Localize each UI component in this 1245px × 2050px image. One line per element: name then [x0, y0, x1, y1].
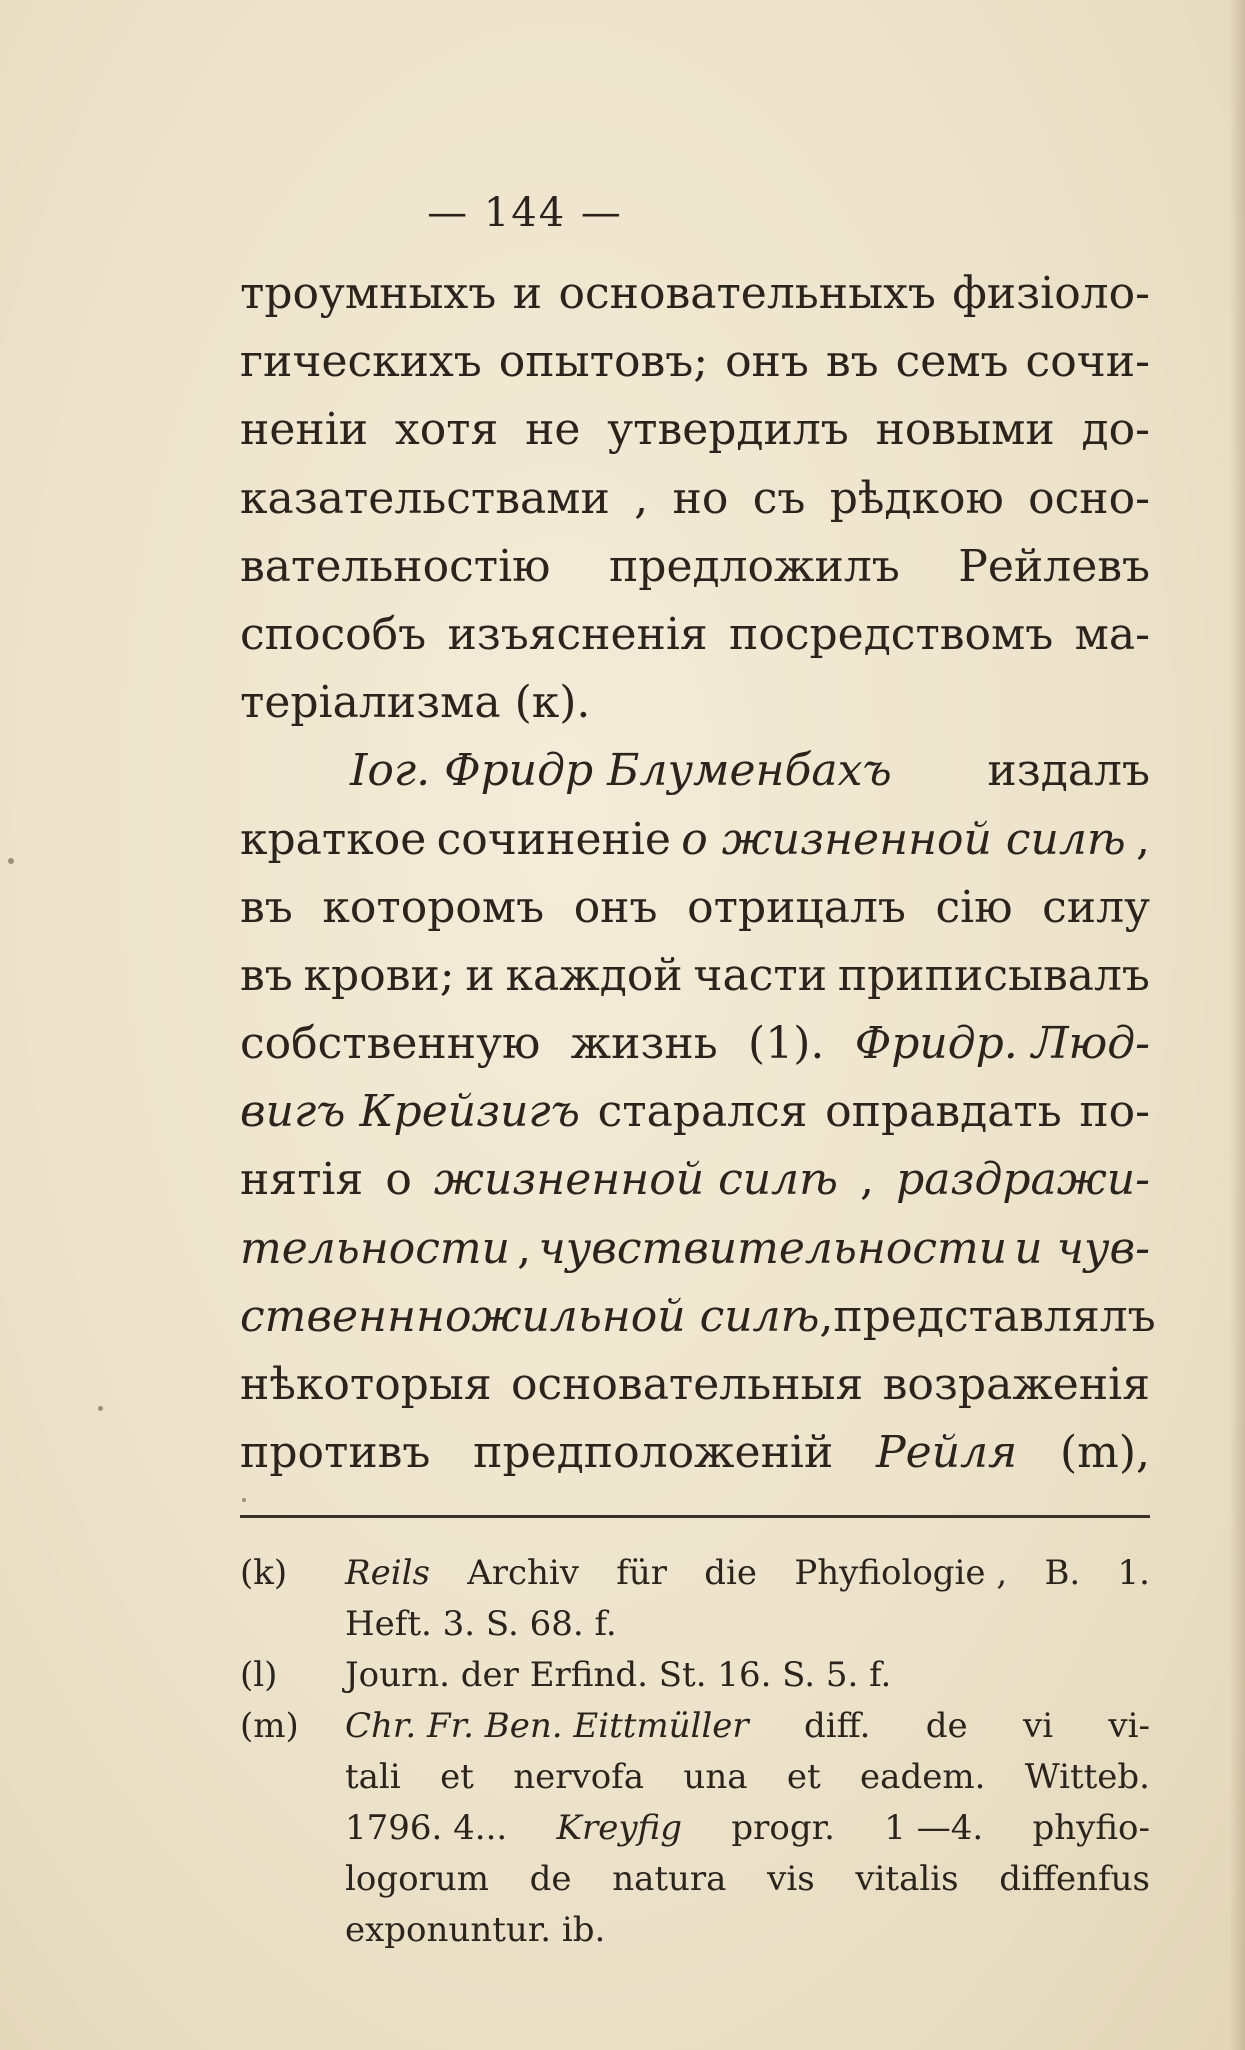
word: ма-	[1074, 608, 1150, 660]
term-italic: и чув-	[1014, 1222, 1150, 1274]
word: рѣдкою	[829, 472, 1004, 524]
term-italic: чувствительности	[538, 1222, 1008, 1274]
word: B.	[1044, 1553, 1081, 1593]
word: семъ	[895, 336, 1009, 388]
footnote-body	[345, 1701, 1150, 1956]
text-line	[240, 260, 1150, 328]
word: представлялъ	[833, 1290, 1156, 1342]
ink-speck	[242, 1498, 246, 1502]
word: ,	[859, 1154, 874, 1206]
word: сію	[935, 881, 1013, 933]
word: natura	[612, 1859, 727, 1899]
text-line	[240, 1351, 1150, 1419]
word: et	[440, 1757, 474, 1797]
text-line	[240, 1010, 1150, 1078]
word: которомъ	[322, 881, 545, 933]
word: новыми	[875, 404, 1055, 456]
footnote-ref: (m),	[1059, 1427, 1150, 1479]
word: онъ	[573, 881, 658, 933]
footnote-body	[345, 1548, 1150, 1650]
citation: Journ. der Erfind. St. 16. S. 5. f.	[345, 1655, 892, 1695]
footnote-k	[240, 1548, 1150, 1650]
word: ,	[517, 1222, 532, 1274]
word: de	[529, 1859, 572, 1899]
word: ,	[819, 1290, 834, 1342]
word: сочиненіе	[436, 813, 671, 865]
word: собственную	[240, 1018, 541, 1070]
word: силу	[1042, 881, 1150, 933]
ink-speck	[8, 858, 14, 864]
word: für	[616, 1553, 668, 1593]
word: diffenfus	[999, 1859, 1150, 1899]
word: diff.	[804, 1706, 871, 1746]
author-italic: Chr. Fr. Ben. Eittmüller	[345, 1706, 749, 1746]
text-line	[240, 328, 1150, 396]
footnote-marker: (l)	[240, 1655, 278, 1695]
text-line	[240, 737, 1150, 805]
author-name-italic: Фридр. Люд-	[854, 1018, 1150, 1070]
word: осно-	[1028, 472, 1150, 524]
word: онъ	[725, 336, 809, 388]
footnote-marker: (m)	[240, 1706, 299, 1746]
word: троумныхъ	[240, 268, 497, 319]
word: посредствомъ	[729, 608, 1054, 660]
word: каждой	[505, 949, 683, 1001]
word: основательныя	[510, 1359, 864, 1410]
term-italic: тельности	[240, 1222, 510, 1274]
footnotes	[240, 1548, 1150, 1956]
word: основательныхъ	[558, 268, 936, 319]
word: старался	[597, 1086, 808, 1138]
word: предположеній	[473, 1427, 834, 1479]
footnote-marker: (k)	[240, 1553, 288, 1593]
word: сочи-	[1025, 336, 1150, 388]
main-text	[240, 260, 1156, 1487]
word: de	[925, 1706, 968, 1746]
footnote-line	[345, 1701, 1150, 1752]
footnote-line	[345, 1650, 1150, 1701]
word: способъ	[240, 608, 427, 660]
text-line	[240, 1215, 1150, 1283]
word: нятія	[240, 1154, 364, 1206]
word: и	[512, 268, 543, 319]
footnote-body	[345, 1650, 1150, 1701]
citation: Heft. 3. S. 68. f.	[345, 1604, 617, 1644]
word: опытовъ;	[498, 336, 709, 388]
word: 1 —4.	[884, 1808, 984, 1848]
word: Phyfiologie ,	[794, 1553, 1008, 1593]
word: 1.	[1117, 1553, 1150, 1593]
word: Witteb.	[1024, 1757, 1150, 1797]
word: logorum	[345, 1859, 489, 1899]
text-line	[240, 806, 1150, 874]
word: вательностію	[240, 540, 551, 592]
word: ,	[1135, 813, 1150, 865]
footnote-line	[345, 1803, 1150, 1854]
word: части	[693, 949, 828, 1001]
citation: exponuntur. ib.	[345, 1910, 606, 1950]
word: въ	[240, 949, 293, 1001]
word: eadem.	[860, 1757, 986, 1797]
word: неніи	[240, 404, 369, 456]
word: progr.	[731, 1808, 835, 1848]
page-number: — 144 —	[427, 190, 623, 236]
title-italic: о жизненной силѣ	[681, 813, 1126, 865]
word: утвердилъ	[607, 404, 849, 456]
word: крови;	[303, 949, 455, 1001]
word: изъясненія	[447, 608, 708, 660]
footnote-ref: (1).	[748, 1018, 825, 1070]
word: издалъ	[987, 745, 1150, 797]
footnote-m	[240, 1701, 1150, 1956]
word: phyfio-	[1032, 1808, 1150, 1848]
word: и	[465, 949, 495, 1001]
word: физіоло-	[952, 268, 1150, 319]
paragraph-end: теріализма (к).	[240, 677, 591, 729]
word: но	[672, 472, 729, 524]
word: vi-	[1108, 1706, 1150, 1746]
text-line	[240, 1146, 1150, 1214]
author-name-italic: Рейля	[876, 1427, 1018, 1479]
text-line	[240, 874, 1150, 942]
text-line	[240, 1078, 1150, 1146]
author-italic: Reils	[345, 1553, 430, 1593]
term-italic: раздражи-	[896, 1154, 1150, 1206]
page-edge-shadow	[1229, 0, 1245, 2050]
word: нѣкоторыя	[240, 1359, 492, 1410]
author-name-italic: Іог. Фридр Блуменбахъ	[350, 745, 892, 797]
word: vis	[767, 1859, 815, 1899]
word: въ	[240, 881, 293, 933]
word: краткое	[240, 813, 427, 865]
word: nervofa	[513, 1757, 645, 1797]
word: въ	[825, 336, 879, 388]
word: предложилъ	[608, 540, 900, 592]
word: противъ	[240, 1427, 431, 1479]
word: una	[683, 1757, 748, 1797]
ink-speck	[98, 1406, 103, 1411]
word: ,	[634, 472, 649, 524]
text-line	[240, 942, 1150, 1010]
word: хотя	[394, 404, 499, 456]
text-line	[240, 465, 1150, 533]
text-line	[240, 533, 1150, 601]
word: возраженія	[882, 1359, 1150, 1410]
word: vitalis	[855, 1859, 959, 1899]
footnote-line	[345, 1548, 1150, 1599]
word: гическихъ	[240, 336, 482, 388]
footnote-line	[345, 1752, 1150, 1803]
word: о	[385, 1154, 412, 1206]
text-line	[240, 669, 1150, 737]
text-line	[240, 396, 1150, 464]
word: казательствами	[240, 472, 610, 524]
word: по-	[1079, 1086, 1150, 1138]
text-line	[240, 1283, 1156, 1351]
term-italic: ственнножильной силѣ	[240, 1290, 820, 1342]
text-line	[240, 1419, 1150, 1487]
author-italic: Kreyfig	[556, 1808, 682, 1848]
text-line	[240, 601, 1150, 669]
word: отрицалъ	[687, 881, 906, 933]
word: Рейлевъ	[958, 540, 1150, 592]
word: tali	[345, 1757, 401, 1797]
footnote-line	[345, 1905, 1150, 1956]
author-name-italic: вигъ Крейзигъ	[240, 1086, 580, 1138]
footnote-divider	[240, 1515, 1150, 1518]
word: оправдать	[825, 1086, 1062, 1138]
word: приписывалъ	[837, 949, 1150, 1001]
word: et	[786, 1757, 821, 1797]
word: die	[704, 1553, 758, 1593]
word: Archiv	[467, 1553, 580, 1593]
word: до-	[1081, 404, 1150, 456]
term-italic: жизненной силѣ	[433, 1154, 838, 1206]
word: 1796. 4...	[345, 1808, 508, 1848]
footnote-line	[345, 1599, 1150, 1650]
word: не	[525, 404, 581, 456]
word: съ	[752, 472, 806, 524]
word: vi	[1022, 1706, 1054, 1746]
word: жизнь	[570, 1018, 718, 1070]
footnote-line	[345, 1854, 1150, 1905]
footnote-l	[240, 1650, 1150, 1701]
